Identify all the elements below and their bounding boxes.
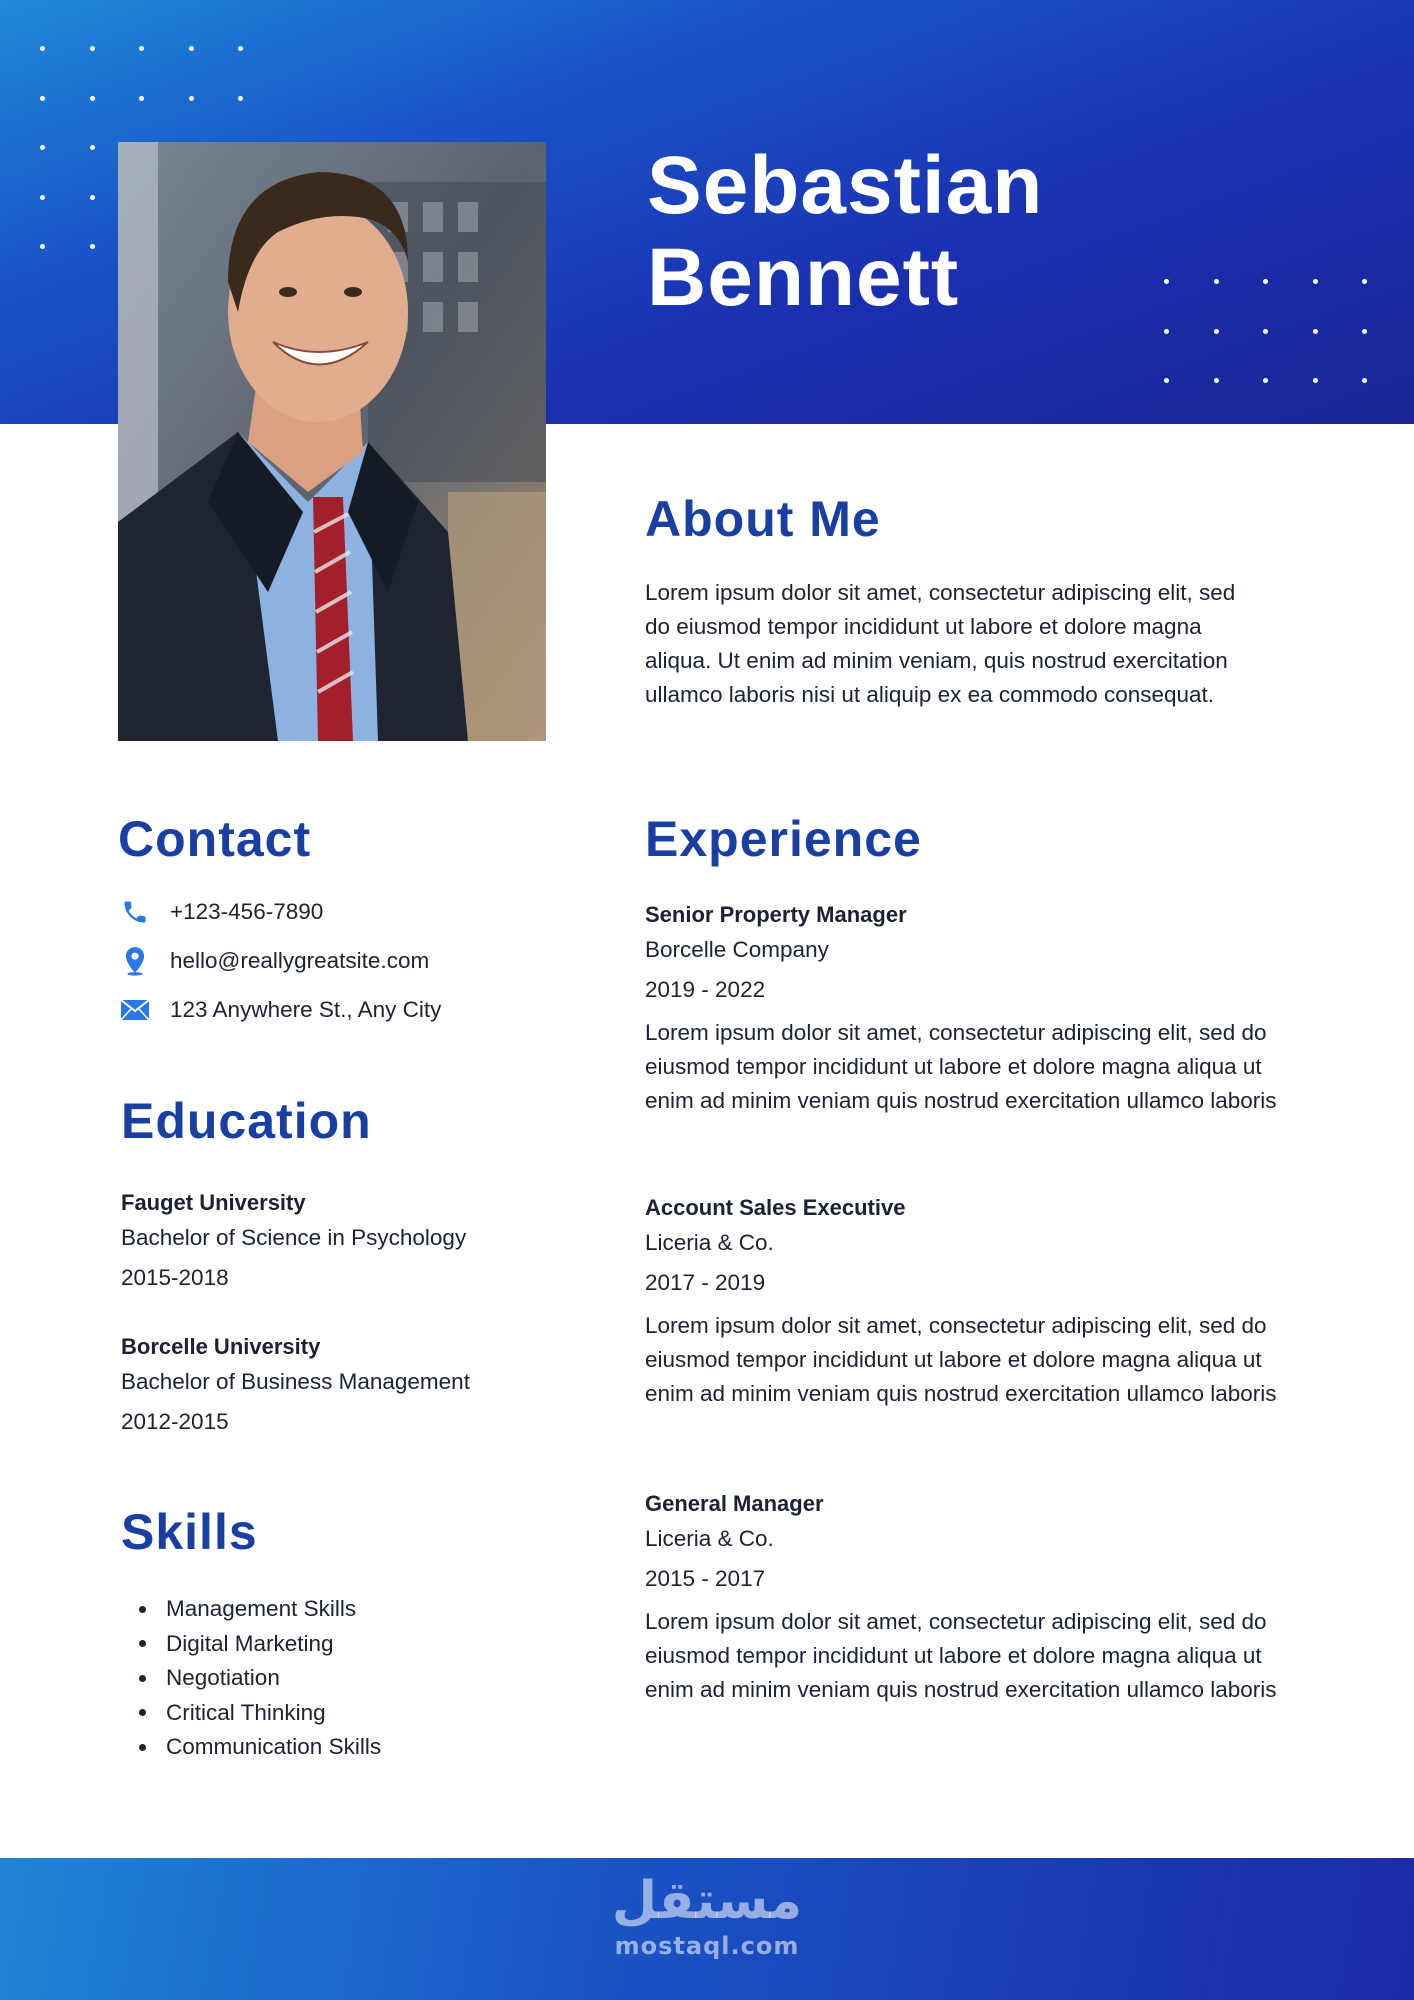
job-years: 2015 - 2017 [645,1566,766,1591]
address-text: 123 Anywhere St., Any City [170,997,442,1022]
watermark-arabic: مستقل [611,1871,803,1931]
job-title: Senior Property Manager [645,902,907,927]
skill-item: Critical Thinking [121,1696,381,1731]
about-text: Lorem ipsum dolor sit amet, consectetur adipiscing elit, sed do eiusmod tempor incididunt ut labore et dolore magna aliqua. Ut enim ad minim veniam, quis nostrud exercitation ullamco laboris nisi ut aliquip ex ea commodo consequat. [645,580,1236,707]
phone-icon [120,897,150,927]
job-years: 2019 - 2022 [645,977,766,1002]
job-title: General Manager [645,1491,824,1516]
skill-item: Negotiation [121,1661,381,1696]
school-name: Borcelle University [121,1334,321,1359]
watermark-logo [0,1870,1414,1960]
job-description: Lorem ipsum dolor sit amet, consectetur adipiscing elit, sed do eiusmod tempor incididunt ut labore et dolore magna aliqua ut enim ad minim veniam quis nostrud exercitation ullamco laboris [645,1313,1277,1406]
education-item [121,1332,561,1442]
degree: Bachelor of Science in Psychology [121,1225,467,1250]
job-description: Lorem ipsum dolor sit amet, consectetur adipiscing elit, sed do eiusmod tempor incididunt ut labore et dolore magna aliqua ut enim ad minim veniam quis nostrud exercitation ullamco laboris [645,1020,1277,1113]
education-item [121,1188,561,1298]
candidate-name [647,140,1347,324]
education-years: 2012-2015 [121,1409,229,1434]
school-name: Fauget University [121,1190,306,1215]
skills-heading: Skills [121,1504,258,1560]
skill-item: Communication Skills [121,1730,381,1765]
location-pin-icon [120,946,150,976]
skill-item: Management Skills [121,1592,381,1627]
experience-heading: Experience [645,811,922,867]
contact-email [120,945,429,977]
skill-item: Digital Marketing [121,1627,381,1662]
contact-address [120,994,441,1026]
company-name: Borcelle Company [645,937,829,962]
mail-icon [120,995,150,1025]
first-name: Sebastian [647,140,1044,231]
profile-photo [118,142,546,741]
job-years: 2017 - 2019 [645,1270,766,1295]
phone-text: +123-456-7890 [170,899,324,924]
about-heading: About Me [645,491,881,547]
company-name: Liceria & Co. [645,1230,774,1255]
experience-item [645,1489,1285,1707]
experience-item [645,900,1285,1118]
watermark-latin: mostaql.com [614,1932,800,1960]
contact-phone [120,896,323,928]
contact-heading: Contact [118,811,312,867]
company-name: Liceria & Co. [645,1526,774,1551]
degree: Bachelor of Business Management [121,1369,470,1394]
job-title: Account Sales Executive [645,1195,906,1220]
skills-list [121,1592,381,1765]
email-text: hello@reallygreatsite.com [170,948,430,973]
education-heading: Education [121,1093,372,1149]
experience-item [645,1193,1285,1411]
job-description: Lorem ipsum dolor sit amet, consectetur adipiscing elit, sed do eiusmod tempor incididunt ut labore et dolore magna aliqua ut enim ad minim veniam quis nostrud exercitation ullamco laboris [645,1609,1277,1702]
last-name: Bennett [647,232,960,323]
education-years: 2015-2018 [121,1265,229,1290]
